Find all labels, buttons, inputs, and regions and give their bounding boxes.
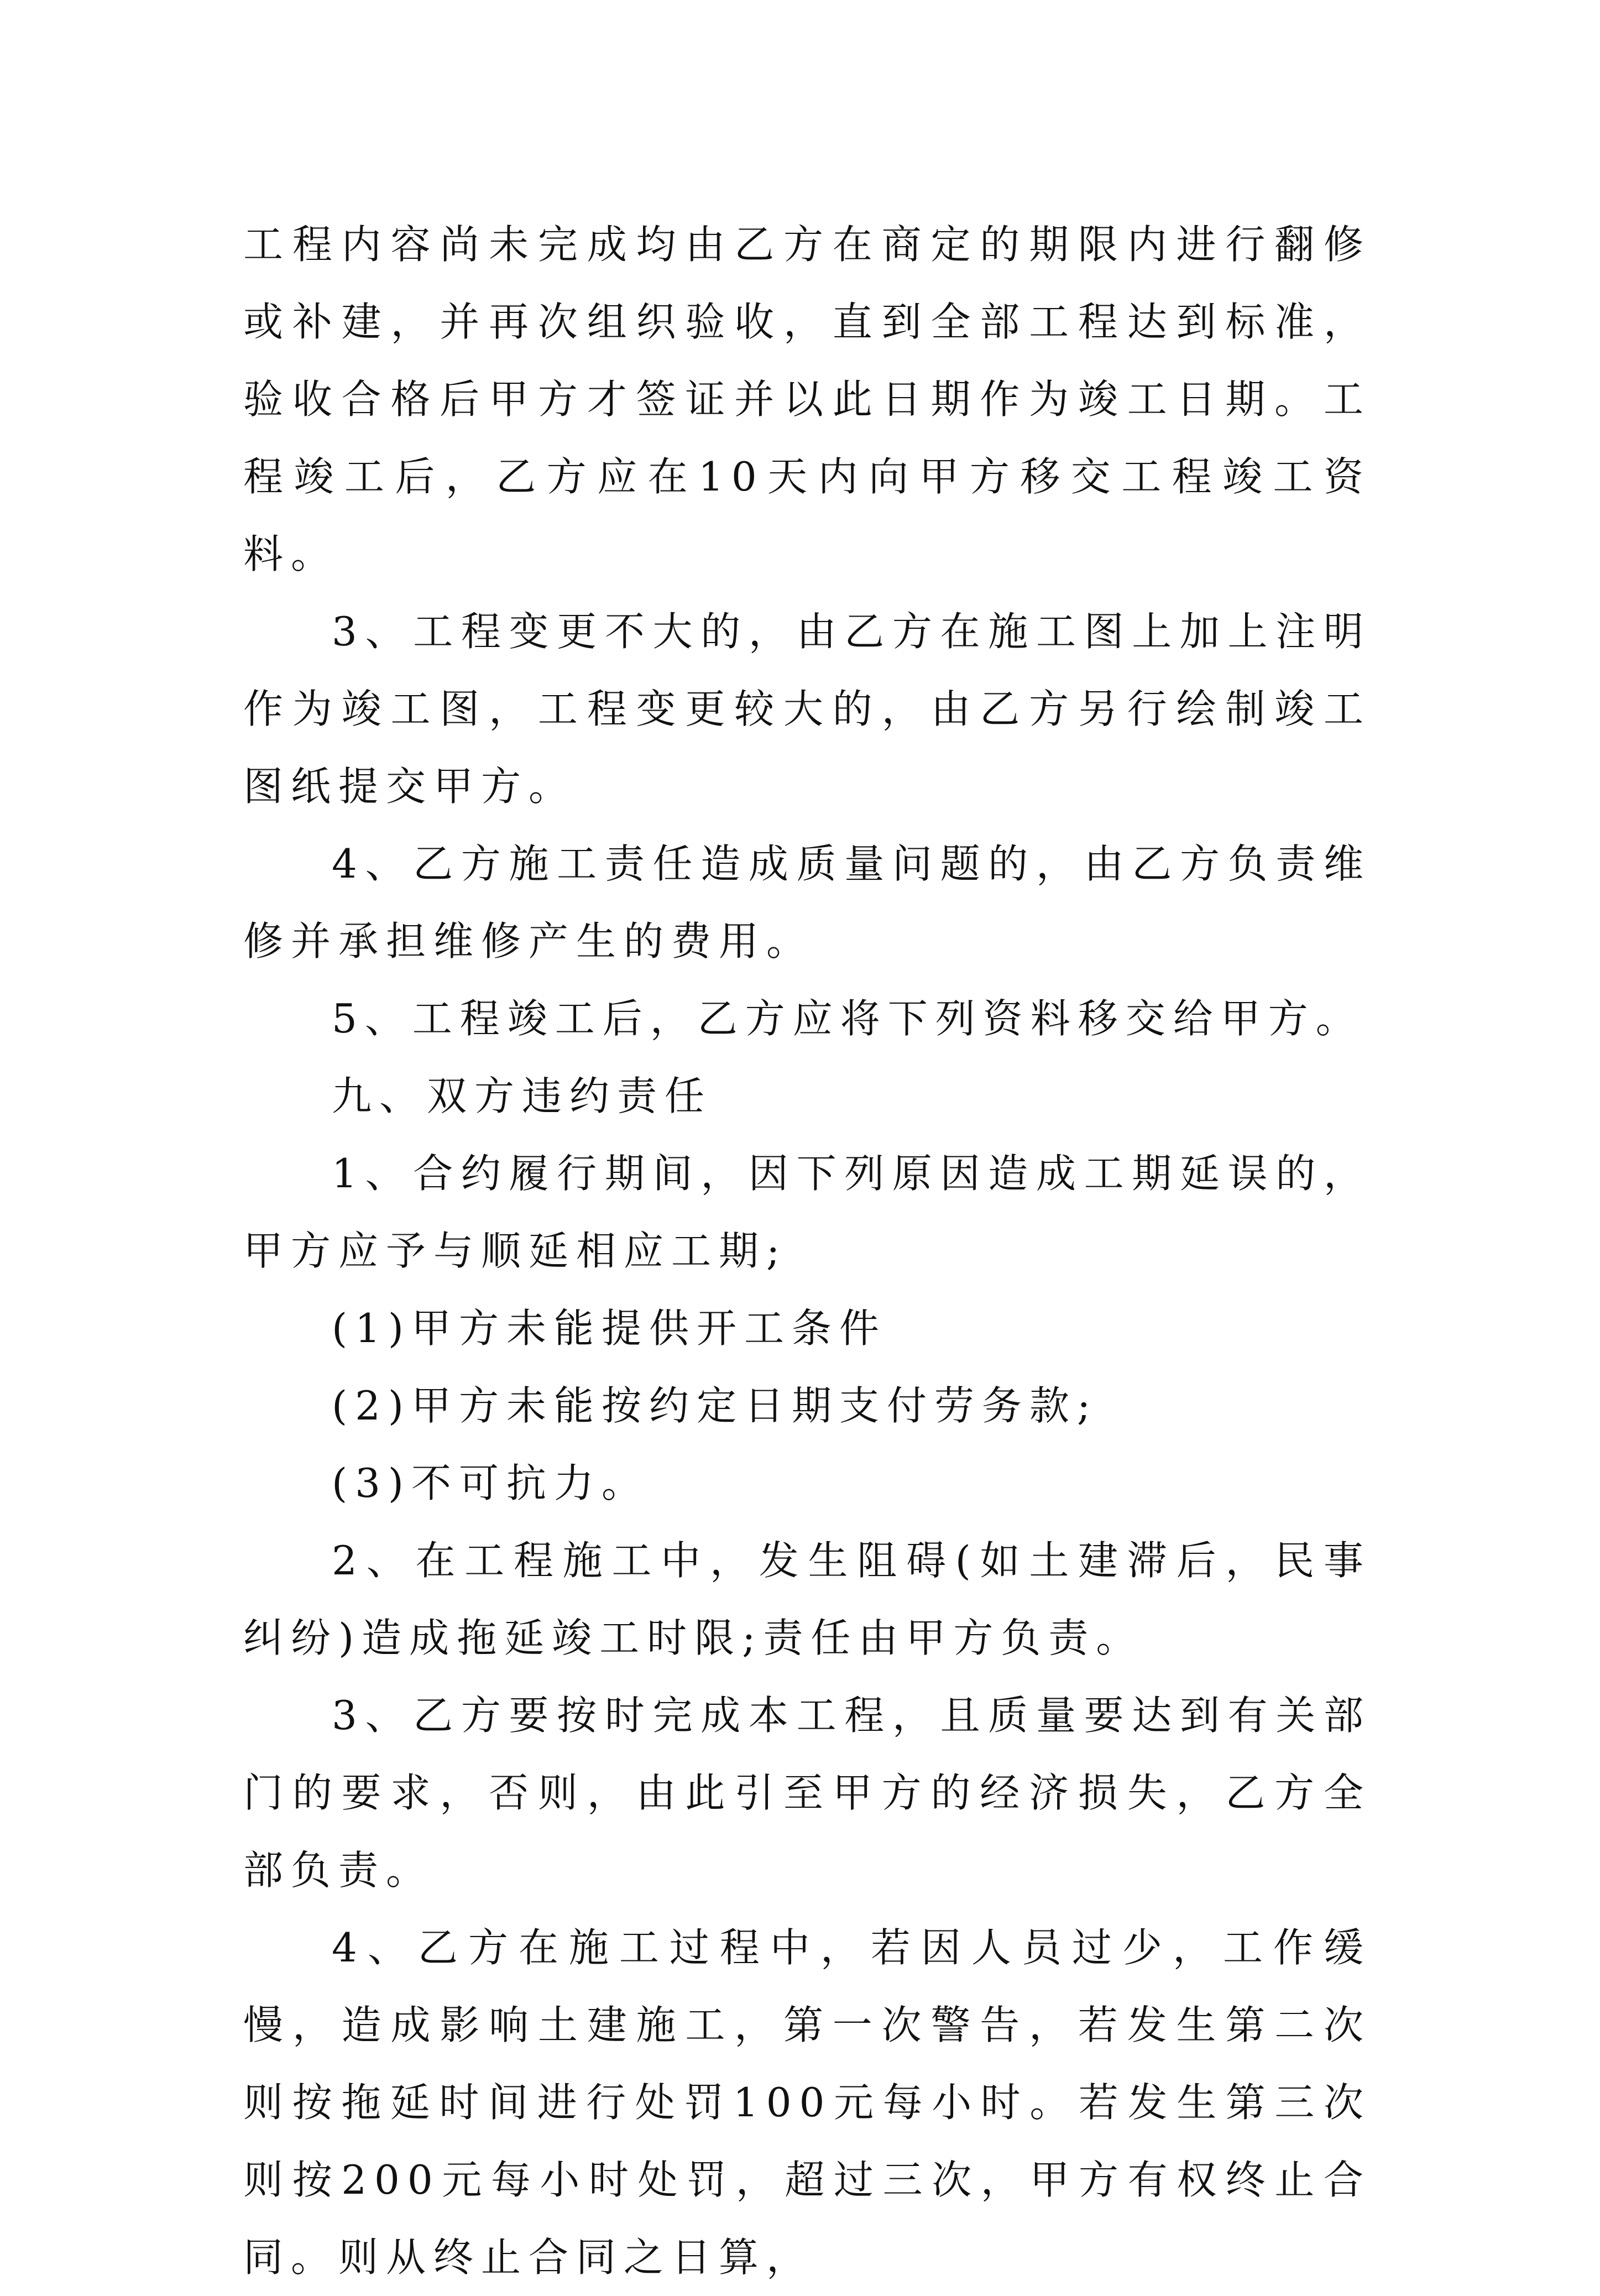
list-item-2-late-payment: (2)甲方未能按约定日期支付劳务款; bbox=[332, 1382, 1099, 1429]
paragraph-item-4-quality-repair: 4、乙方施工责任造成质量问题的，由乙方负责维修并承担维修产生的费用。 bbox=[243, 841, 1371, 964]
document-body bbox=[243, 206, 1371, 2296]
list-item-1-no-start-conditions: (1)甲方未能提供开工条件 bbox=[332, 1305, 887, 1351]
paragraph-continuation: 工程内容尚未完成均由乙方在商定的期限内进行翻修或补建，并再次组织验收，直到全部工程达到标准，验收合格后甲方才签证并以此日期作为竣工日期。工程竣工后，乙方应在10天内向甲方移交工程竣工资料。 bbox=[243, 221, 1371, 577]
paragraph-item-3-as-built-drawing: 3、工程变更不大的，由乙方在施工图上加上注明作为竣工图，工程变更较大的，由乙方另行绘制竣工图纸提交甲方。 bbox=[243, 608, 1371, 810]
section-heading-breach-liability: 九、双方违约责任 bbox=[332, 1073, 713, 1119]
paragraph-item-4-penalties: 4、乙方在施工过程中，若因人员过少，工作缓慢，造成影响土建施工，第一次警告，若发生第二次则按拖延时间进行处罚100元每小时。若发生第三次则按200元每小时处罚，超过三次，甲方有权终止合同。则从终止合同之日算， bbox=[243, 1924, 1371, 2281]
paragraph-item-1-delay-causes: 1、合约履行期间，因下列原因造成工期延误的，甲方应予与顺延相应工期; bbox=[243, 1150, 1371, 1274]
list-item-3-force-majeure: (3)不可抗力。 bbox=[332, 1460, 649, 1506]
paragraph-item-5-handover: 5、工程竣工后，乙方应将下列资料移交给甲方。 bbox=[332, 995, 1363, 1042]
paragraph-item-2-obstruction: 2、在工程施工中，发生阻碍(如土建滞后，民事纠纷)造成拖延竣工时限;责任由甲方负责。 bbox=[243, 1537, 1371, 1661]
paragraph-item-3-on-time-completion: 3、乙方要按时完成本工程，且质量要达到有关部门的要求，否则，由此引至甲方的经济损失，乙方全部负责。 bbox=[243, 1692, 1371, 1893]
